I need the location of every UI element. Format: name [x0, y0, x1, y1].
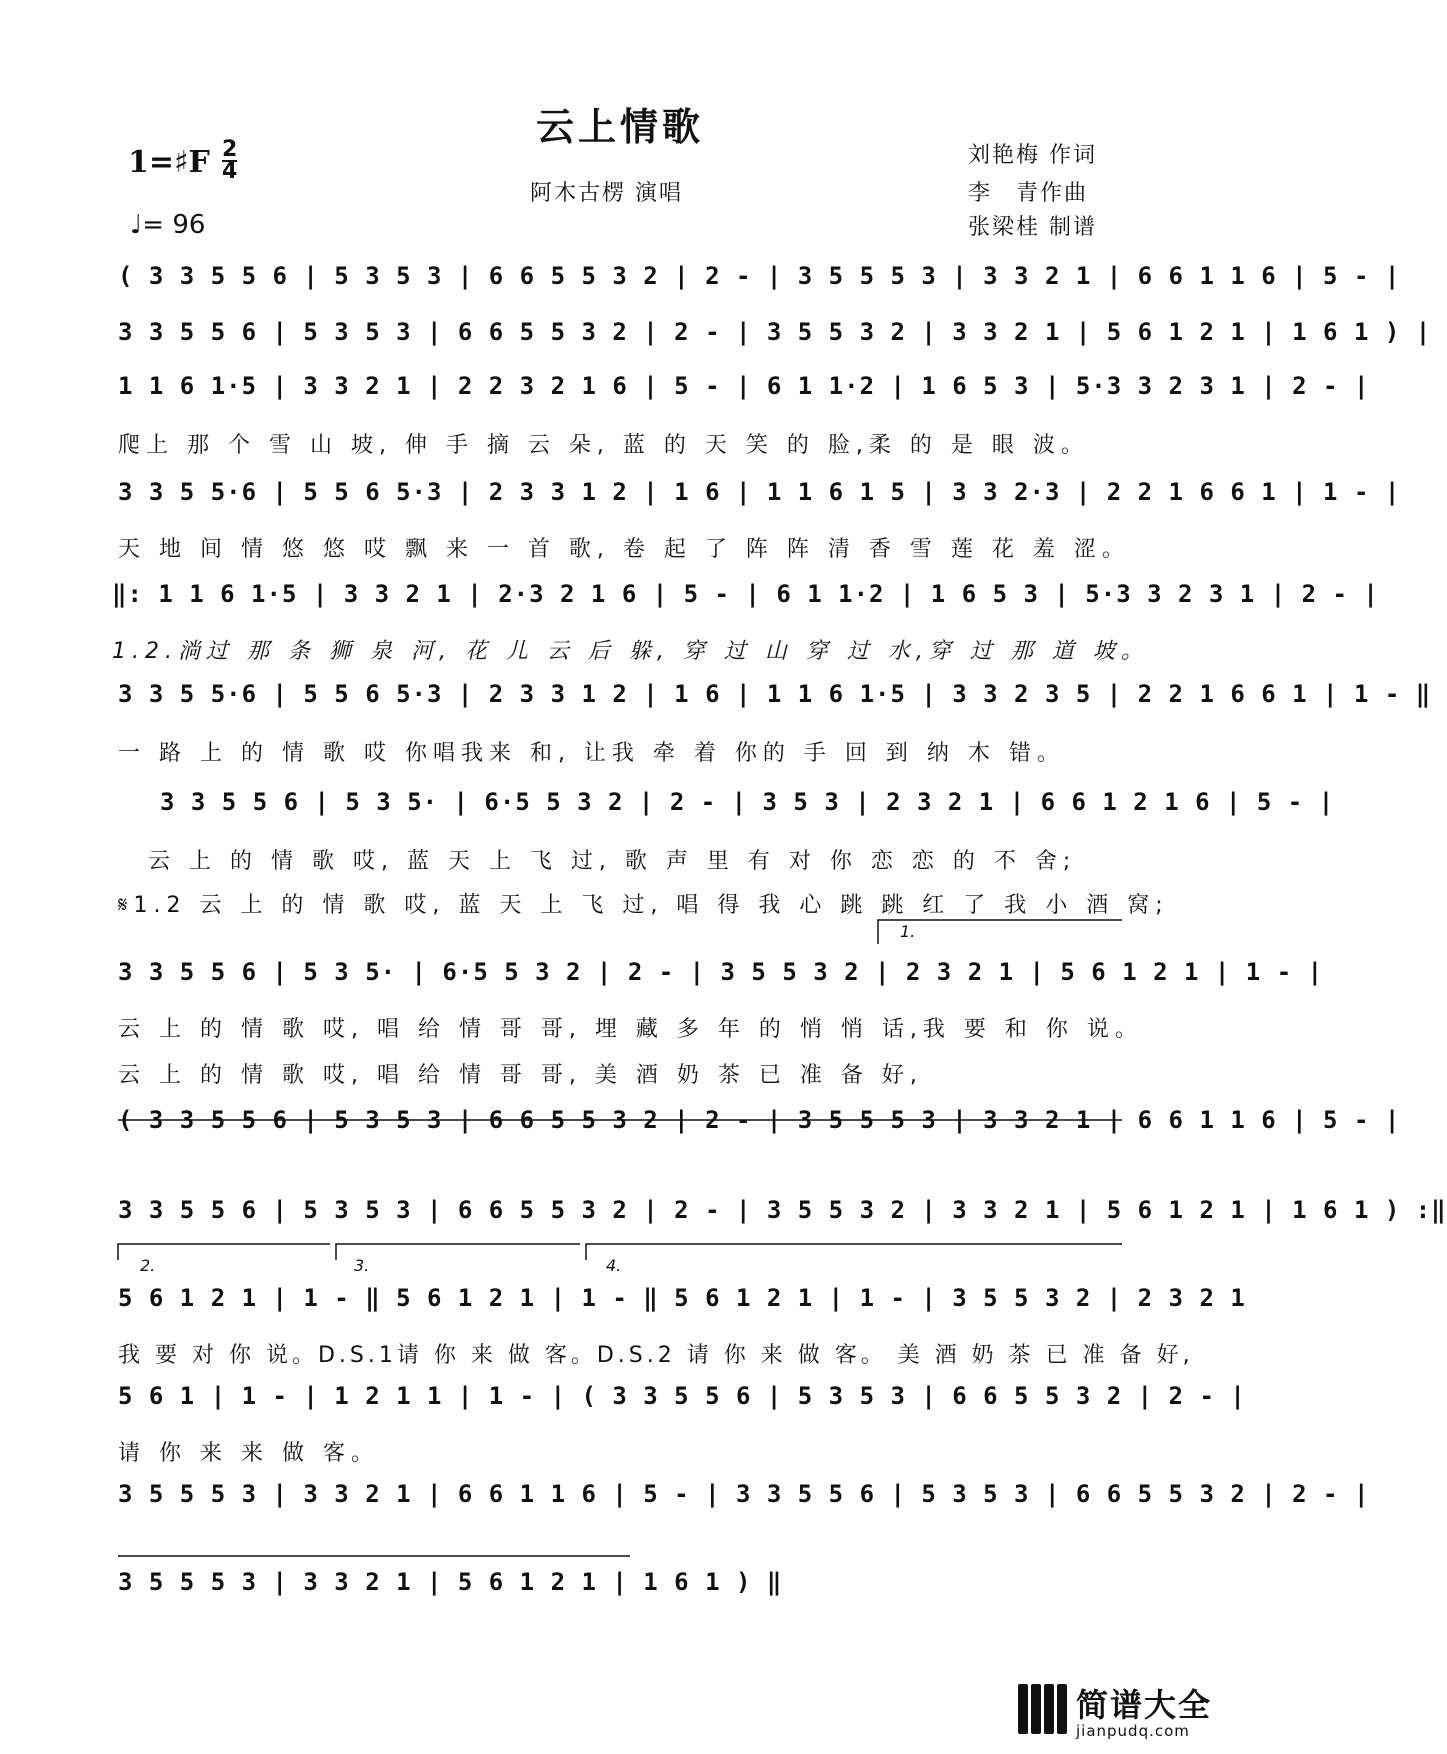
lyric-row-12: 请 你 来 来 做 客。: [118, 1441, 379, 1466]
volta-1-label: 1.: [900, 922, 916, 941]
score-row-7: 3 3 5 5 6 | 5 3 5· | 6·5 5 3 2 | 2 - | 3 5 3 | 2 3 2 1 | 6 6 1 2 1 6 | 5 - |: [160, 788, 1335, 816]
logo-url: jianpudq.com: [1076, 1722, 1190, 1740]
lyric-row-7b: 𝄋1.2 云 上 的 情 歌 哎, 蓝 天 上 飞 过, 唱 得 我 心 跳 跳 红 了 我 小 酒 窝;: [118, 893, 1169, 918]
time-top: 2: [222, 137, 238, 162]
lyric-row-8b: 云 上 的 情 歌 哎, 唱 给 情 哥 哥, 美 酒 奶 茶 已 准 备 好,: [118, 1063, 923, 1088]
composer-credit: 李 青作曲: [968, 181, 1089, 206]
volta-2-label: 2.: [140, 1256, 156, 1275]
lyric-row-11: 我 要 对 你 说。D.S.1请 你 来 做 客。D.S.2 请 你 来 做 客。 美 酒 奶 茶 已 准 备 好,: [118, 1343, 1194, 1368]
lyric-row-4: 天 地 间 情 悠 悠 哎 飘 来 一 首 歌, 卷 起 了 阵 阵 清 香 雪 莲 花 羞 涩。: [118, 537, 1130, 562]
score-row-6: 3 3 5 5·6 | 5 5 6 5·3 | 2 3 3 1 2 | 1 6 | 1 1 6 1·5 | 3 3 2 3 5 | 2 2 1 6 6 1 | 1 - ‖: [118, 680, 1432, 708]
score-row-5: ‖: 1 1 6 1·5 | 3 3 2 1 | 2·3 2 1 6 | 5 - | 6 1 1·2 | 1 6 5 3 | 5·3 3 2 3 1 | 2 - |: [112, 580, 1379, 608]
lyric-row-6: 一 路 上 的 情 歌 哎 你唱我来 和, 让我 牵 着 你的 手 回 到 纳 木 错。: [118, 741, 1065, 766]
score-row-14: 3 5 5 5 3 | 3 3 2 1 | 5 6 1 2 1 | 1 6 1 ) ‖: [118, 1568, 783, 1596]
lyric-row-5: 1.2.淌过 那 条 狮 泉 河, 花 儿 云 后 躲, 穿 过 山 穿 过 水,穿 过 那 道 坡。: [112, 639, 1149, 664]
score-row-9: ( 3 3 5 5 6 | 5 3 5 3 | 6 6 5 5 3 2 | 2 - | 3 5 5 5 3 | 3 3 2 1 | 6 6 1 1 6 | 5 - |: [118, 1106, 1401, 1134]
score-row-3: 1 1 6 1·5 | 3 3 2 1 | 2 2 3 2 1 6 | 5 - | 6 1 1·2 | 1 6 5 3 | 5·3 3 2 3 1 | 2 - |: [118, 372, 1370, 400]
lyric-row-8: 云 上 的 情 歌 哎, 唱 给 情 哥 哥, 埋 藏 多 年 的 悄 悄 话,我 要 和 你 说。: [118, 1017, 1143, 1042]
time-bottom: 4: [222, 159, 238, 184]
lyricist-credit: 刘艳梅 作词: [968, 143, 1097, 168]
tempo-marking: ♩= 96: [130, 210, 206, 240]
page-title: 云上情歌: [535, 105, 704, 149]
singer-credit: 阿木古楞 演唱: [530, 181, 683, 206]
score-row-8: 3 3 5 5 6 | 5 3 5· | 6·5 5 3 2 | 2 - | 3 5 5 3 2 | 2 3 2 1 | 5 6 1 2 1 | 1 - |: [118, 958, 1324, 986]
score-row-13: 3 5 5 5 3 | 3 3 2 1 | 6 6 1 1 6 | 5 - | 3 3 5 5 6 | 5 3 5 3 | 6 6 5 5 3 2 | 2 - |: [118, 1480, 1370, 1508]
site-logo: [1018, 1680, 1232, 1746]
score-row-12: 5 6 1 | 1 - | 1 2 1 1 | 1 - | ( 3 3 5 5 6 | 5 3 5 3 | 6 6 5 5 3 2 | 2 - |: [118, 1382, 1246, 1410]
score-row-10: 3 3 5 5 6 | 5 3 5 3 | 6 6 5 5 3 2 | 2 - | 3 5 5 3 2 | 3 3 2 1 | 5 6 1 2 1 | 1 6 1 ) :‖: [118, 1196, 1447, 1224]
score-row-2: 3 3 5 5 6 | 5 3 5 3 | 6 6 5 5 3 2 | 2 - | 3 5 5 3 2 | 3 3 2 1 | 5 6 1 2 1 | 1 6 1 ) |: [118, 318, 1432, 346]
logo-brand: 简谱大全: [1076, 1686, 1213, 1724]
piano-keys-icon: [1018, 1684, 1068, 1734]
score-row-1: ( 3 3 5 5 6 | 5 3 5 3 | 6 6 5 5 3 2 | 2 - | 3 5 5 5 3 | 3 3 2 1 | 6 6 1 1 6 | 5 - |: [118, 262, 1401, 290]
lyric-row-3: 爬上 那 个 雪 山 坡, 伸 手 摘 云 朵, 蓝 的 天 笑 的 脸,柔 的 是 眼 波。: [118, 433, 1089, 458]
lyric-row-7: 云 上 的 情 歌 哎, 蓝 天 上 飞 过, 歌 声 里 有 对 你 恋 恋 的 不 舍;: [148, 849, 1077, 874]
score-row-11: 5 6 1 2 1 | 1 - ‖ 5 6 1 2 1 | 1 - ‖ 5 6 1 2 1 | 1 - | 3 5 5 3 2 | 2 3 2 1: [118, 1284, 1246, 1312]
score-row-4: 3 3 5 5·6 | 5 5 6 5·3 | 2 3 3 1 2 | 1 6 | 1 1 6 1 5 | 3 3 2·3 | 2 2 1 6 6 1 | 1 - |: [118, 478, 1401, 506]
volta-3-label: 3.: [354, 1256, 370, 1275]
key-signature: 1=♯F: [128, 145, 210, 180]
volta-4-label: 4.: [606, 1256, 622, 1275]
time-signature: [222, 137, 238, 184]
arranger-credit: 张梁桂 制谱: [968, 215, 1097, 240]
